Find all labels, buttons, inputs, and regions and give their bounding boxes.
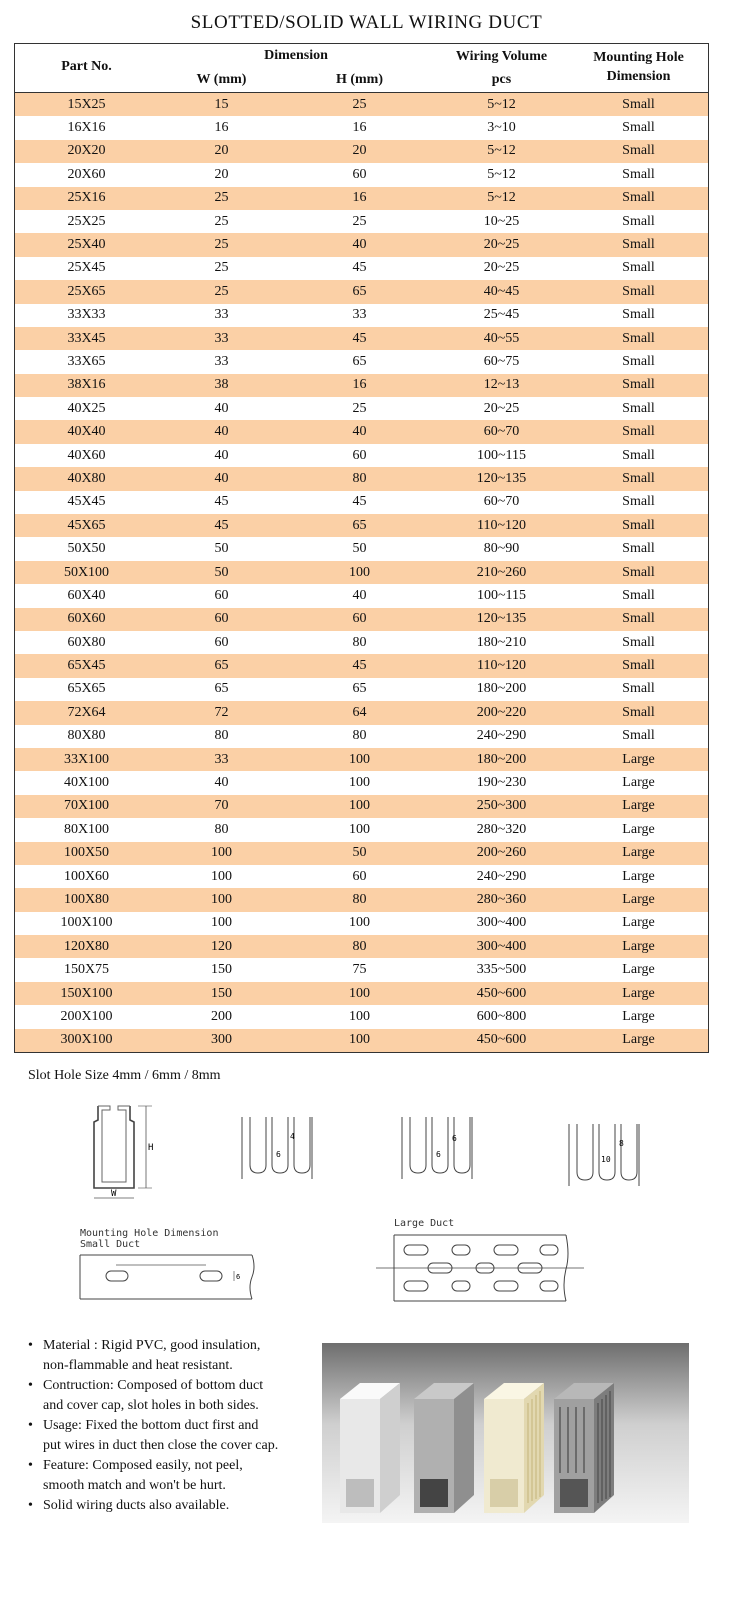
cell-h: 100 — [349, 564, 370, 580]
cell-mounting-hole: Large — [622, 1032, 655, 1048]
cell-part-no: 45X65 — [67, 517, 106, 533]
table-row — [15, 725, 708, 748]
cell-mounting-hole: Small — [622, 564, 655, 580]
table-row — [15, 233, 708, 256]
label-6c: 6 — [436, 1150, 441, 1159]
cell-w: 100 — [211, 868, 232, 884]
cell-h: 65 — [352, 681, 367, 697]
slot-8mm-diagram — [567, 1120, 642, 1190]
cell-h: 16 — [352, 190, 367, 206]
cell-h: 33 — [352, 307, 367, 323]
cell-w: 25 — [214, 213, 229, 229]
cell-part-no: 16X16 — [67, 120, 106, 136]
cell-h: 60 — [352, 166, 367, 182]
label-h: H — [148, 1143, 154, 1153]
table-row — [15, 982, 708, 1005]
cell-mounting-hole: Small — [622, 260, 655, 276]
cell-mounting-hole: Small — [622, 143, 655, 159]
header-wiring-volume: Wiring Volume — [455, 49, 548, 64]
cell-part-no: 38X16 — [67, 377, 106, 393]
table-row — [15, 771, 708, 794]
cell-h: 45 — [352, 260, 367, 276]
slot-4mm-diagram — [240, 1113, 315, 1183]
cell-w: 50 — [214, 541, 229, 557]
cell-mounting-hole: Small — [622, 587, 655, 603]
cell-w: 25 — [214, 283, 229, 299]
cell-mounting-hole: Small — [622, 353, 655, 369]
table-row — [15, 374, 708, 397]
cell-part-no: 40X80 — [67, 470, 106, 486]
cell-part-no: 20X20 — [67, 143, 106, 159]
cell-h: 65 — [352, 353, 367, 369]
cell-part-no: 40X25 — [67, 400, 106, 416]
cell-part-no: 33X33 — [67, 307, 106, 323]
cell-w: 15 — [214, 96, 229, 112]
cell-mounting-hole: Large — [622, 868, 655, 884]
header-h: H (mm) — [335, 72, 384, 87]
cell-h: 80 — [352, 728, 367, 744]
cell-w: 100 — [211, 845, 232, 861]
cell-mounting-hole: Small — [622, 96, 655, 112]
table-row — [15, 514, 708, 537]
cell-mounting-hole: Small — [622, 494, 655, 510]
cell-w: 60 — [214, 587, 229, 603]
cell-wiring-volume: 180~200 — [476, 751, 527, 767]
header-w: W (mm) — [196, 72, 247, 87]
cell-part-no: 150X100 — [60, 985, 113, 1001]
cell-wiring-volume: 200~220 — [476, 704, 527, 720]
table-row — [15, 795, 708, 818]
cell-w: 200 — [211, 1008, 232, 1024]
cell-h: 50 — [352, 845, 367, 861]
cell-part-no: 120X80 — [63, 938, 110, 954]
cell-wiring-volume: 40~55 — [483, 330, 520, 346]
cell-wiring-volume: 10~25 — [483, 213, 520, 229]
cell-w: 60 — [214, 634, 229, 650]
cell-part-no: 100X50 — [63, 845, 110, 861]
cell-wiring-volume: 600~800 — [476, 1008, 527, 1024]
cell-part-no: 200X100 — [60, 1008, 113, 1024]
cell-w: 33 — [214, 353, 229, 369]
label-small-6: 6 — [236, 1273, 241, 1281]
cell-part-no: 40X100 — [63, 775, 110, 791]
table-row — [15, 280, 708, 303]
cell-h: 65 — [352, 283, 367, 299]
cell-h: 80 — [352, 470, 367, 486]
feature-item — [28, 1456, 323, 1496]
cell-mounting-hole: Large — [622, 938, 655, 954]
table-row — [15, 397, 708, 420]
cell-wiring-volume: 280~360 — [476, 891, 527, 907]
cell-mounting-hole: Large — [622, 821, 655, 837]
cell-w: 25 — [214, 237, 229, 253]
header-mounting-hole-dimension: Dimension — [606, 69, 671, 84]
feature-item — [28, 1416, 323, 1456]
cell-h: 80 — [352, 938, 367, 954]
cell-h: 45 — [352, 330, 367, 346]
cell-mounting-hole: Small — [622, 330, 655, 346]
cell-wiring-volume: 20~25 — [483, 237, 520, 253]
cell-mounting-hole: Large — [622, 775, 655, 791]
cell-wiring-volume: 80~90 — [483, 541, 520, 557]
cell-wiring-volume: 120~135 — [476, 611, 527, 627]
cell-mounting-hole: Large — [622, 985, 655, 1001]
cell-wiring-volume: 180~210 — [476, 634, 527, 650]
page-title: SLOTTED/SOLID WALL WIRING DUCT — [190, 12, 543, 33]
table-row — [15, 865, 708, 888]
cell-part-no: 40X40 — [67, 424, 106, 440]
table-row — [15, 912, 708, 935]
label-6a: 6 — [276, 1150, 281, 1159]
table-row — [15, 818, 708, 841]
cell-w: 120 — [211, 938, 232, 954]
header-pcs: pcs — [491, 72, 512, 87]
table-row — [15, 561, 708, 584]
cell-w: 40 — [214, 775, 229, 791]
spec-table — [14, 43, 709, 1053]
cell-part-no: 100X80 — [63, 891, 110, 907]
table-row — [15, 327, 708, 350]
cell-wiring-volume: 5~12 — [487, 190, 516, 206]
cell-part-no: 72X64 — [67, 704, 106, 720]
cell-mounting-hole: Small — [622, 447, 655, 463]
cell-w: 300 — [211, 1032, 232, 1048]
cell-part-no: 33X100 — [63, 751, 110, 767]
cell-w: 80 — [214, 728, 229, 744]
cell-w: 16 — [214, 120, 229, 136]
cell-mounting-hole: Small — [622, 470, 655, 486]
cell-part-no: 300X100 — [60, 1032, 113, 1048]
cell-part-no: 25X16 — [67, 190, 106, 206]
cell-w: 45 — [214, 517, 229, 533]
cell-h: 75 — [352, 962, 367, 978]
table-row — [15, 888, 708, 911]
cell-mounting-hole: Small — [622, 634, 655, 650]
cell-part-no: 33X65 — [67, 353, 106, 369]
cell-h: 45 — [352, 658, 367, 674]
cell-mounting-hole: Small — [622, 307, 655, 323]
table-row — [15, 654, 708, 677]
cell-h: 16 — [352, 377, 367, 393]
cell-w: 33 — [214, 330, 229, 346]
cell-part-no: 60X60 — [67, 611, 106, 627]
cell-h: 100 — [349, 751, 370, 767]
label-w: W — [111, 1189, 117, 1199]
cell-part-no: 15X25 — [67, 96, 106, 112]
cell-wiring-volume: 250~300 — [476, 798, 527, 814]
cell-w: 40 — [214, 447, 229, 463]
feature-list — [28, 1336, 323, 1516]
cell-mounting-hole: Small — [622, 377, 655, 393]
cell-h: 64 — [352, 704, 367, 720]
cell-wiring-volume: 5~12 — [487, 143, 516, 159]
duct-profile-diagram — [90, 1102, 170, 1202]
cell-mounting-hole: Small — [622, 424, 655, 440]
feature-item — [28, 1336, 323, 1376]
cell-w: 20 — [214, 143, 229, 159]
cell-wiring-volume: 100~115 — [476, 587, 527, 603]
cell-w: 65 — [214, 658, 229, 674]
cell-w: 40 — [214, 400, 229, 416]
cell-h: 25 — [352, 213, 367, 229]
cell-wiring-volume: 20~25 — [483, 400, 520, 416]
cell-w: 40 — [214, 424, 229, 440]
cell-mounting-hole: Small — [622, 213, 655, 229]
cell-mounting-hole: Small — [622, 611, 655, 627]
feature-line-1: • Feature: Composed easily, not peel, — [43, 1458, 243, 1473]
cell-w: 20 — [214, 166, 229, 182]
table-row — [15, 537, 708, 560]
mounting-hole-small-diagram — [76, 1225, 266, 1305]
table-header — [15, 44, 708, 93]
cell-mounting-hole: Small — [622, 704, 655, 720]
cell-mounting-hole: Small — [622, 400, 655, 416]
header-part-no: Part No. — [61, 59, 112, 74]
table-row — [15, 1005, 708, 1028]
cell-w: 100 — [211, 891, 232, 907]
label-10: 10 — [601, 1155, 611, 1164]
large-duct-diagram — [376, 1215, 586, 1305]
cell-h: 25 — [352, 96, 367, 112]
cell-w: 150 — [211, 962, 232, 978]
cell-part-no: 25X45 — [67, 260, 106, 276]
cell-h: 16 — [352, 120, 367, 136]
cell-wiring-volume: 300~400 — [476, 915, 527, 931]
cell-part-no: 50X50 — [67, 541, 106, 557]
feature-line-2: and cover cap, slot holes in both sides. — [43, 1398, 259, 1413]
table-row — [15, 631, 708, 654]
table-row — [15, 93, 708, 116]
cell-part-no: 80X100 — [63, 821, 110, 837]
large-duct-label: Large Duct — [394, 1218, 455, 1229]
feature-line-1: • Contruction: Composed of bottom duct — [43, 1378, 264, 1393]
cell-h: 100 — [349, 1008, 370, 1024]
cell-wiring-volume: 40~45 — [483, 283, 520, 299]
cell-mounting-hole: Small — [622, 120, 655, 136]
cell-h: 80 — [352, 634, 367, 650]
cell-w: 80 — [214, 821, 229, 837]
cell-mounting-hole: Small — [622, 283, 655, 299]
cell-part-no: 20X60 — [67, 166, 106, 182]
label-8: 8 — [619, 1139, 624, 1148]
feature-item — [28, 1496, 323, 1516]
cell-w: 50 — [214, 564, 229, 580]
cell-mounting-hole: Large — [622, 891, 655, 907]
cell-mounting-hole: Large — [622, 751, 655, 767]
table-row — [15, 116, 708, 139]
cell-h: 60 — [352, 868, 367, 884]
cell-h: 100 — [349, 775, 370, 791]
cell-part-no: 50X100 — [63, 564, 110, 580]
cell-part-no: 100X100 — [60, 915, 113, 931]
feature-line-2: non-flammable and heat resistant. — [43, 1358, 233, 1373]
feature-line-1: • Solid wiring ducts also available. — [43, 1498, 230, 1513]
cell-mounting-hole: Small — [622, 166, 655, 182]
slot-hole-size: Slot Hole Size 4mm / 6mm / 8mm — [28, 1068, 221, 1083]
table-row — [15, 842, 708, 865]
cell-w: 38 — [214, 377, 229, 393]
cell-wiring-volume: 240~290 — [476, 728, 527, 744]
feature-line-1: • Usage: Fixed the bottom duct first and — [43, 1418, 259, 1433]
table-row — [15, 350, 708, 373]
cell-h: 100 — [349, 915, 370, 931]
cell-h: 100 — [349, 985, 370, 1001]
cell-wiring-volume: 5~12 — [487, 96, 516, 112]
cell-h: 40 — [352, 587, 367, 603]
cell-w: 33 — [214, 751, 229, 767]
cell-wiring-volume: 60~70 — [483, 494, 520, 510]
header-dimension: Dimension — [264, 48, 328, 63]
cell-wiring-volume: 5~12 — [487, 166, 516, 182]
cell-wiring-volume: 210~260 — [476, 564, 527, 580]
cell-part-no: 45X45 — [67, 494, 106, 510]
cell-wiring-volume: 180~200 — [476, 681, 527, 697]
table-row — [15, 210, 708, 233]
cell-wiring-volume: 60~70 — [483, 424, 520, 440]
feature-line-1: • Material : Rigid PVC, good insulation, — [43, 1338, 261, 1353]
cell-w: 70 — [214, 798, 229, 814]
cell-wiring-volume: 60~75 — [483, 353, 520, 369]
cell-part-no: 40X60 — [67, 447, 106, 463]
cell-h: 50 — [352, 541, 367, 557]
cell-wiring-volume: 200~260 — [476, 845, 527, 861]
slot-6mm-diagram — [400, 1113, 475, 1183]
cell-wiring-volume: 280~320 — [476, 821, 527, 837]
cell-wiring-volume: 450~600 — [476, 985, 527, 1001]
cell-part-no: 60X80 — [67, 634, 106, 650]
cell-h: 80 — [352, 891, 367, 907]
cell-w: 25 — [214, 260, 229, 276]
mounting-label-1: Mounting Hole Dimension — [80, 1228, 219, 1239]
table-row — [15, 140, 708, 163]
cell-mounting-hole: Large — [622, 798, 655, 814]
product-photo — [322, 1343, 689, 1523]
feature-line-2: put wires in duct then close the cover cap. — [43, 1438, 279, 1453]
cell-part-no: 65X45 — [67, 658, 106, 674]
cell-w: 60 — [214, 611, 229, 627]
table-row — [15, 748, 708, 771]
label-4: 4 — [290, 1132, 295, 1141]
cell-h: 25 — [352, 400, 367, 416]
cell-wiring-volume: 12~13 — [483, 377, 520, 393]
table-row — [15, 958, 708, 981]
table-row — [15, 491, 708, 514]
header-mounting-hole: Mounting Hole — [593, 50, 684, 65]
cell-part-no: 25X40 — [67, 237, 106, 253]
cell-wiring-volume: 3~10 — [487, 120, 516, 136]
cell-mounting-hole: Small — [622, 190, 655, 206]
table-row — [15, 935, 708, 958]
table-row — [15, 608, 708, 631]
cell-wiring-volume: 190~230 — [476, 775, 527, 791]
table-row — [15, 444, 708, 467]
table-row — [15, 187, 708, 210]
cell-wiring-volume: 300~400 — [476, 938, 527, 954]
cell-part-no: 70X100 — [63, 798, 110, 814]
cell-part-no: 25X65 — [67, 283, 106, 299]
cell-wiring-volume: 240~290 — [476, 868, 527, 884]
cell-mounting-hole: Small — [622, 541, 655, 557]
cell-w: 72 — [214, 704, 229, 720]
cell-h: 45 — [352, 494, 367, 510]
cell-mounting-hole: Small — [622, 681, 655, 697]
cell-part-no: 80X80 — [67, 728, 106, 744]
cell-mounting-hole: Large — [622, 962, 655, 978]
table-row — [15, 163, 708, 186]
feature-line-2: smooth match and won't be hurt. — [43, 1478, 226, 1493]
cell-wiring-volume: 110~120 — [476, 517, 527, 533]
cell-w: 150 — [211, 985, 232, 1001]
table-body — [15, 93, 708, 1052]
table-row — [15, 1029, 708, 1052]
cell-w: 45 — [214, 494, 229, 510]
cell-mounting-hole: Large — [622, 915, 655, 931]
cell-mounting-hole: Small — [622, 728, 655, 744]
cell-wiring-volume: 110~120 — [476, 658, 527, 674]
cell-h: 100 — [349, 1032, 370, 1048]
cell-h: 100 — [349, 821, 370, 837]
cell-w: 40 — [214, 470, 229, 486]
mounting-label-2: Small Duct — [80, 1239, 141, 1250]
cell-wiring-volume: 100~115 — [476, 447, 527, 463]
cell-part-no: 65X65 — [67, 681, 106, 697]
cell-h: 60 — [352, 611, 367, 627]
cell-wiring-volume: 450~600 — [476, 1032, 527, 1048]
table-row — [15, 420, 708, 443]
cell-wiring-volume: 25~45 — [483, 307, 520, 323]
cell-mounting-hole: Small — [622, 658, 655, 674]
table-row — [15, 678, 708, 701]
cell-part-no: 25X25 — [67, 213, 106, 229]
cell-w: 25 — [214, 190, 229, 206]
cell-w: 33 — [214, 307, 229, 323]
cell-h: 100 — [349, 798, 370, 814]
table-row — [15, 467, 708, 490]
cell-h: 65 — [352, 517, 367, 533]
cell-w: 100 — [211, 915, 232, 931]
cell-h: 20 — [352, 143, 367, 159]
cell-mounting-hole: Small — [622, 237, 655, 253]
cell-h: 40 — [352, 424, 367, 440]
cell-h: 40 — [352, 237, 367, 253]
cell-wiring-volume: 335~500 — [476, 962, 527, 978]
cell-wiring-volume: 120~135 — [476, 470, 527, 486]
table-row — [15, 701, 708, 724]
cell-w: 65 — [214, 681, 229, 697]
cell-part-no: 33X45 — [67, 330, 106, 346]
feature-item — [28, 1376, 323, 1416]
cell-part-no: 100X60 — [63, 868, 110, 884]
cell-part-no: 60X40 — [67, 587, 106, 603]
cell-wiring-volume: 20~25 — [483, 260, 520, 276]
cell-part-no: 150X75 — [63, 962, 110, 978]
table-row — [15, 257, 708, 280]
cell-mounting-hole: Large — [622, 845, 655, 861]
cell-h: 60 — [352, 447, 367, 463]
label-6b: 6 — [452, 1134, 457, 1143]
cell-mounting-hole: Small — [622, 517, 655, 533]
cell-mounting-hole: Large — [622, 1008, 655, 1024]
table-row — [15, 304, 708, 327]
table-row — [15, 584, 708, 607]
